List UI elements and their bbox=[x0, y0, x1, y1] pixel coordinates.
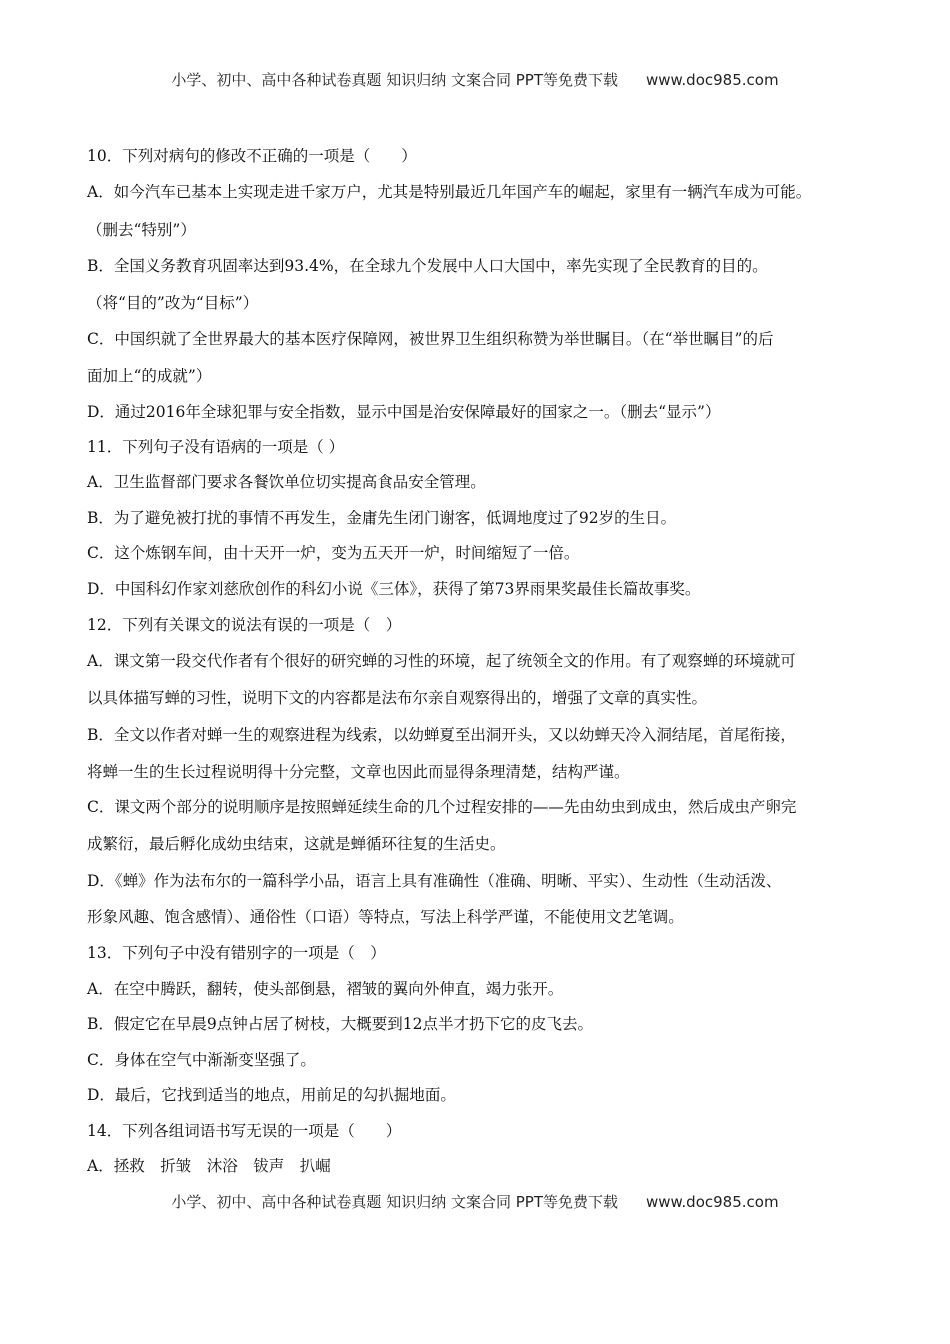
question-12: 12．下列有关课文的说法有误的一项是（ ） bbox=[87, 616, 402, 634]
option-line: C．中国织就了全世界最大的基本医疗保障网，被世界卫生组织称赞为举世瞩目。（在“举世瞩目”的后 bbox=[87, 330, 774, 348]
option-line: 以具体描写蝉的习性，说明下文的内容都是法布尔亲自观察得出的，增强了文章的真实性。 bbox=[87, 689, 708, 707]
option-line: 面加上“的成就”） bbox=[87, 367, 212, 385]
question-11: 11．下列句子没有语病的一项是（ ） bbox=[87, 438, 345, 456]
footer-url: www.doc985.com bbox=[645, 1193, 779, 1211]
option-line: B．全国义务教育巩固率达到93.4%，在全球九个发展中人口大国中，率先实现了全民教育的目的。 bbox=[87, 257, 768, 275]
option-line: A．在空中腾跃，翻转，使头部倒悬，褶皱的翼向外伸直，竭力张开。 bbox=[87, 980, 564, 998]
option-line: 将蝉一生的生长过程说明得十分完整，文章也因此而显得条理清楚，结构严谨。 bbox=[87, 763, 630, 781]
option-line: D．《蝉》作为法布尔的一篇科学小品，语言上具有准确性（准确、明晰、平实）、生动性（生动活泼、 bbox=[87, 872, 782, 890]
option-line: B．假定它在早晨9点钟占居了树枝，大概要到12点半才扔下它的皮飞去。 bbox=[87, 1015, 593, 1033]
option-line: C．课文两个部分的说明顺序是按照蝉延续生命的几个过程安排的——先由幼虫到成虫，然后成虫产卵完 bbox=[87, 798, 797, 816]
option-line: （删去“特别”） bbox=[87, 221, 196, 239]
option-line: B．为了避免被打扰的事情不再发生，金庸先生闭门谢客，低调地度过了92岁的生日。 bbox=[87, 509, 677, 527]
footer-text: 小学、初中、高中各种试卷真题 知识归纳 文案合同 PPT等免费下载 bbox=[171, 1193, 618, 1211]
option-line: 成繁衍，最后孵化成幼虫结束，这就是蝉循环往复的生活史。 bbox=[87, 835, 506, 853]
header-url: www.doc985.com bbox=[645, 71, 779, 89]
option-line: D．通过2016年全球犯罪与安全指数，显示中国是治安保障最好的国家之一。（删去“显示”） bbox=[87, 403, 721, 421]
question-13: 13．下列句子中没有错别字的一项是（ ） bbox=[87, 944, 386, 962]
option-line: 形象风趣、饱含感情）、通俗性（口语）等特点，写法上科学严谨，不能使用文艺笔调。 bbox=[87, 908, 684, 926]
page-header bbox=[0, 69, 950, 90]
header-text: 小学、初中、高中各种试卷真题 知识归纳 文案合同 PPT等免费下载 bbox=[171, 71, 618, 89]
option-line: A．课文第一段交代作者有个很好的研究蝉的习性的环境，起了统领全文的作用。有了观察蝉的环境就可 bbox=[87, 652, 796, 670]
option-line: A．卫生监督部门要求各餐饮单位切实提高食品安全管理。 bbox=[87, 473, 486, 491]
option-line: A．拯救 折皱 沐浴 钹声 扒崛 bbox=[87, 1157, 331, 1175]
option-line: C．这个炼钢车间，由十天开一炉，变为五天开一炉，时间缩短了一倍。 bbox=[87, 544, 580, 562]
option-line: （将“目的”改为“目标”） bbox=[87, 294, 259, 312]
option-line: D．中国科幻作家刘慈欣创作的科幻小说《三体》，获得了第73界雨果奖最佳长篇故事奖。 bbox=[87, 580, 701, 598]
option-line: B．全文以作者对蝉一生的观察进程为线索，以幼蝉夏至出洞开头，又以幼蝉天冷入洞结尾，首尾衔接， bbox=[87, 726, 796, 744]
question-10: 10．下列对病句的修改不正确的一项是（ ） bbox=[87, 147, 417, 165]
option-line: C．身体在空气中渐渐变坚强了。 bbox=[87, 1051, 316, 1069]
option-line: D．最后，它找到适当的地点，用前足的勾扒掘地面。 bbox=[87, 1086, 456, 1104]
page-footer bbox=[0, 1191, 950, 1212]
option-line: A．如今汽车已基本上实现走进千家万户，尤其是特别最近几年国产车的崛起，家里有一辆汽车成为可能。 bbox=[87, 183, 812, 201]
question-14: 14．下列各组词语书写无误的一项是（ ） bbox=[87, 1122, 402, 1140]
